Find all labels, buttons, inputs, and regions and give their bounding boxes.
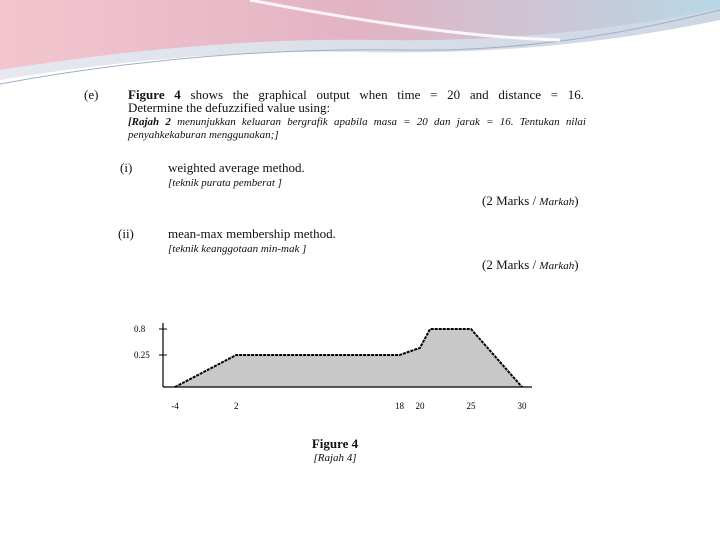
part-ii-label: (ii) (118, 226, 134, 241)
figure-4-chart (120, 315, 540, 420)
part-i-marks (482, 194, 579, 208)
y-tick-label: 0.8 (134, 324, 146, 334)
part-i-marks-malay: Markah (539, 196, 575, 208)
y-tick-label: 0.25 (134, 350, 150, 360)
part-ii-marks-text: (2 Marks / (482, 257, 540, 272)
x-tick-label: 2 (233, 401, 239, 411)
question-label: (e) (84, 87, 99, 102)
part-i-malay: [teknik purata pemberat ] (168, 177, 282, 189)
figure-caption-malay: [Rajah 4] (313, 452, 357, 464)
part-i-marks-close: ) (574, 193, 579, 208)
x-tick-label: 18 (395, 401, 405, 411)
malay-line-1-text: menunjukkan keluaran bergrafik apabila masa = 20 dan jarak = 16. Tentukan nilai (177, 116, 586, 128)
question-line-1-text: shows the graphical output when time = 20 and distance = 16. (190, 87, 585, 102)
x-tick-label: 30 (517, 401, 527, 411)
part-ii-marks-close: ) (574, 257, 579, 272)
question-malay-line-2: penyahkekaburan menggunakan;] (128, 129, 279, 141)
figure-caption: Figure 4 (311, 436, 359, 451)
part-i-text: weighted average method. (168, 160, 305, 175)
membership-area (175, 329, 522, 387)
question-line-2: Determine the defuzzified value using: (128, 100, 331, 115)
part-ii-marks-malay: Markah (539, 260, 575, 272)
header-decoration (0, 0, 720, 90)
x-tick-label: 20 (415, 401, 425, 411)
x-tick-label: 25 (466, 401, 476, 411)
malay-figure-reference: [Rajah 2 (128, 116, 171, 128)
part-ii-marks (482, 258, 579, 272)
question-malay-line-1 (128, 117, 586, 128)
x-tick-label: -4 (171, 401, 179, 411)
part-ii-malay: [teknik keanggotaan min-mak ] (168, 243, 307, 255)
part-i-label: (i) (120, 160, 133, 175)
figure-reference: Figure 4 (128, 87, 181, 102)
part-i-marks-text: (2 Marks / (482, 193, 540, 208)
part-ii-text: mean-max membership method. (168, 226, 336, 241)
